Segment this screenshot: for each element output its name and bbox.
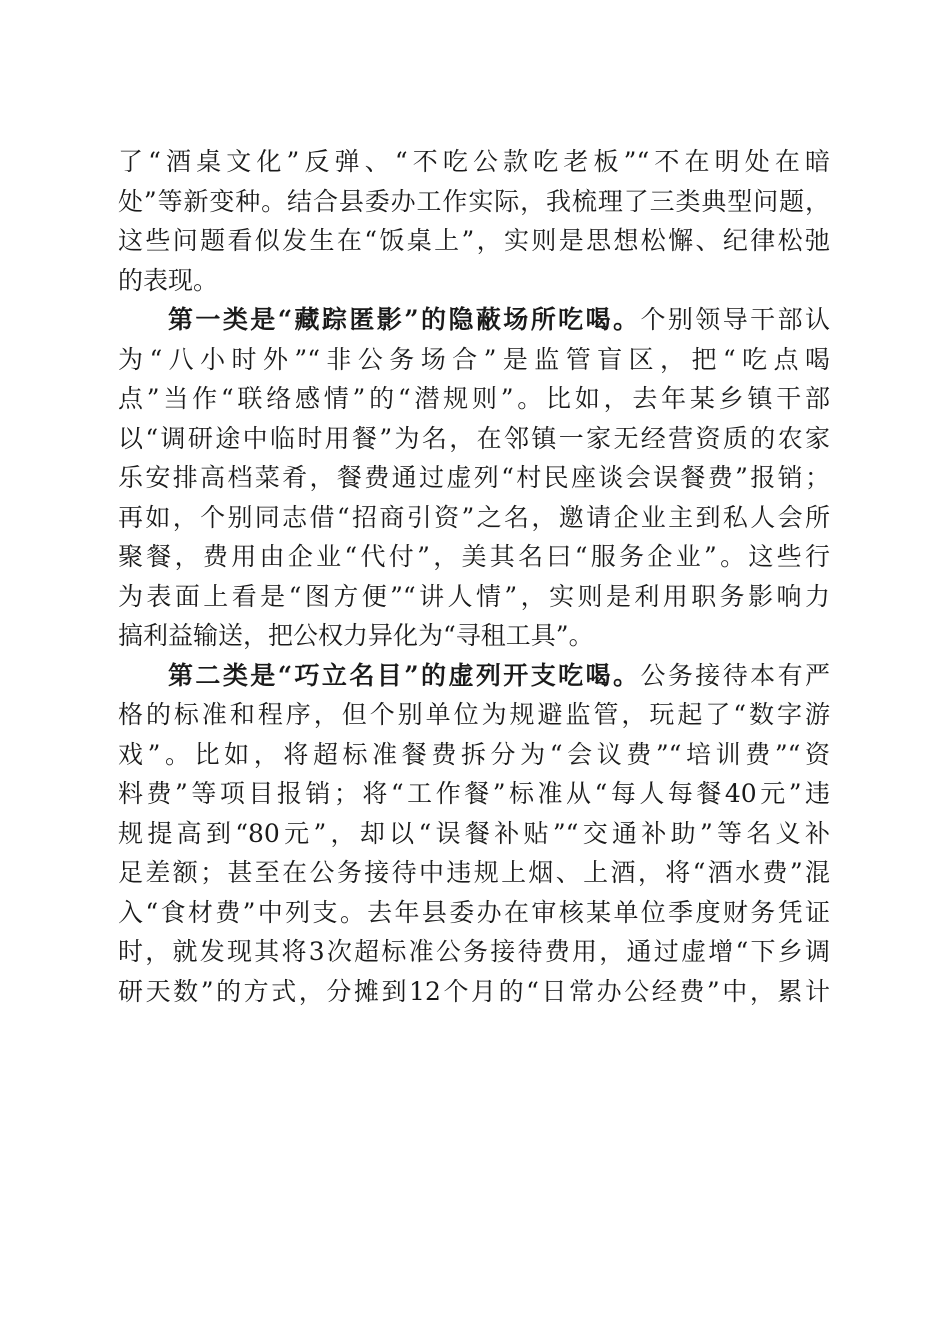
text-line: 以“调研途中临时用餐”为名，在邻镇一家无经营资质的农家 bbox=[118, 423, 830, 453]
text-line: 足差额；甚至在公务接待中违规上烟、上酒，将“酒水费”混 bbox=[118, 858, 830, 887]
text-line-first bbox=[118, 300, 830, 340]
text-line: 处”等新变种。结合县委办工作实际，我梳理了三类典型问题， bbox=[118, 186, 830, 216]
text-line: 研天数”的方式，分摊到12个月的“日常办公经费”中，累计 bbox=[118, 976, 830, 1006]
text-line: 为表面上看是“图方便”“讲人情”，实则是利用职务影响力 bbox=[118, 581, 830, 611]
paragraph-intro bbox=[118, 142, 830, 300]
text-line: 戏”。比如，将超标准餐费拆分为“会议费”“培训费”“资 bbox=[118, 739, 830, 769]
text-line: 格的标准和程序，但个别单位为规避监管，玩起了“数字游 bbox=[118, 700, 830, 729]
text-line: 规提高到“80元”，却以“误餐补贴”“交通补助”等名义补 bbox=[118, 818, 830, 848]
text-line: 料费”等项目报销；将“工作餐”标准从“每人每餐40元”违 bbox=[118, 779, 830, 808]
text-line: 了“酒桌文化”反弹、“不吃公款吃老板”“不在明处在暗 bbox=[118, 147, 830, 176]
text-line: 乐安排高档菜肴，餐费通过虚列“村民座谈会误餐费”报销； bbox=[118, 463, 830, 492]
text-line: 搞利益输送，把公权力异化为“寻租工具”。 bbox=[118, 621, 594, 650]
text-line: 的表现。 bbox=[118, 265, 219, 295]
paragraph-category-one bbox=[118, 300, 830, 656]
text-line: 时，就发现其将3次超标准公务接待费用，通过虚增“下乡调 bbox=[118, 937, 830, 966]
document-page bbox=[118, 142, 830, 1011]
category-two-heading: 第二类是“巧立名目”的虚列开支吃喝。 bbox=[168, 660, 641, 690]
text-line: 这些问题看似发生在“饭桌上”，实则是思想松懈、纪律松弛 bbox=[118, 226, 830, 255]
text-line: 点”当作“联络感情”的“潜规则”。比如，去年某乡镇干部 bbox=[118, 384, 830, 413]
category-one-heading: 第一类是“藏踪匿影”的隐蔽场所吃喝。 bbox=[168, 305, 641, 334]
text-line-first bbox=[118, 656, 830, 696]
text-line: 再如，个别同志借“招商引资”之名，邀请企业主到私人会所 bbox=[118, 502, 830, 532]
text-line: 为“八小时外”“非公务场合”是监管盲区，把“吃点喝 bbox=[118, 344, 830, 374]
paragraph-category-two bbox=[118, 656, 830, 1012]
text-line: 入“食材费”中列支。去年县委办在审核某单位季度财务凭证 bbox=[118, 897, 830, 927]
text-line-rest: 个别领导干部认 bbox=[640, 305, 830, 334]
text-line: 聚餐，费用由企业“代付”，美其名曰“服务企业”。这些行 bbox=[118, 542, 830, 571]
text-line-rest: 公务接待本有严 bbox=[640, 660, 830, 690]
